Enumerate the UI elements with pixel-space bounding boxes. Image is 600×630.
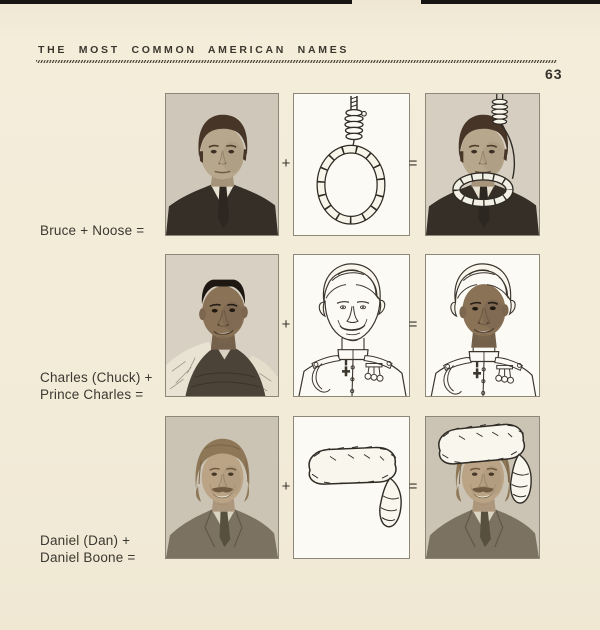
- row-label-line: Bruce + Noose =: [40, 223, 145, 238]
- plus-operator: +: [281, 316, 291, 333]
- plus-operator: +: [281, 478, 291, 495]
- row-label-line: Daniel (Dan) +: [40, 533, 131, 548]
- dan-portrait-image: [166, 417, 278, 558]
- chuck-portrait-image: [166, 255, 278, 396]
- grid-cell-photo-chuck: [165, 254, 279, 397]
- grid-cell-photo-dan: [165, 416, 279, 559]
- header-rule: [36, 60, 557, 63]
- plus-operator: +: [281, 155, 291, 172]
- grid-cell-photo-bruce: [165, 93, 279, 236]
- row-label-line: Charles (Chuck) +: [40, 370, 153, 385]
- row-label-bruce-noose: [40, 222, 144, 239]
- bruce-portrait-image: [166, 94, 278, 235]
- scan-edge-artifact-right: [421, 0, 600, 4]
- row-label-dan-boone: [40, 532, 136, 566]
- row-label-chuck-charles: [40, 369, 153, 403]
- noose-drawing-image: [294, 94, 409, 235]
- grid-cell-composite-chuck-charles: [425, 254, 540, 397]
- equals-operator: =: [408, 155, 418, 172]
- grid-cell-composite-dan-boone: [425, 416, 540, 559]
- equals-operator: =: [408, 478, 418, 495]
- prince-charles-drawing-image: [294, 255, 409, 396]
- chuck-prince-charles-composite-image: [426, 255, 539, 396]
- grid-cell-drawing-noose: [293, 93, 410, 236]
- grid-cell-drawing-prince-charles: [293, 254, 410, 397]
- grid-cell-composite-bruce-noose: [425, 93, 540, 236]
- page-title: THE MOST COMMON AMERICAN NAMES: [38, 44, 350, 56]
- grid-cell-drawing-coonskin-cap: [293, 416, 410, 559]
- coonskin-cap-drawing-image: [294, 417, 409, 558]
- scan-edge-artifact-left: [0, 0, 352, 4]
- bruce-noose-composite-image: [426, 94, 539, 235]
- page-number: 63: [545, 66, 563, 82]
- equals-operator: =: [408, 316, 418, 333]
- row-label-line: Daniel Boone =: [40, 550, 136, 565]
- row-label-line: Prince Charles =: [40, 387, 144, 402]
- dan-daniel-boone-composite-image: [426, 417, 539, 558]
